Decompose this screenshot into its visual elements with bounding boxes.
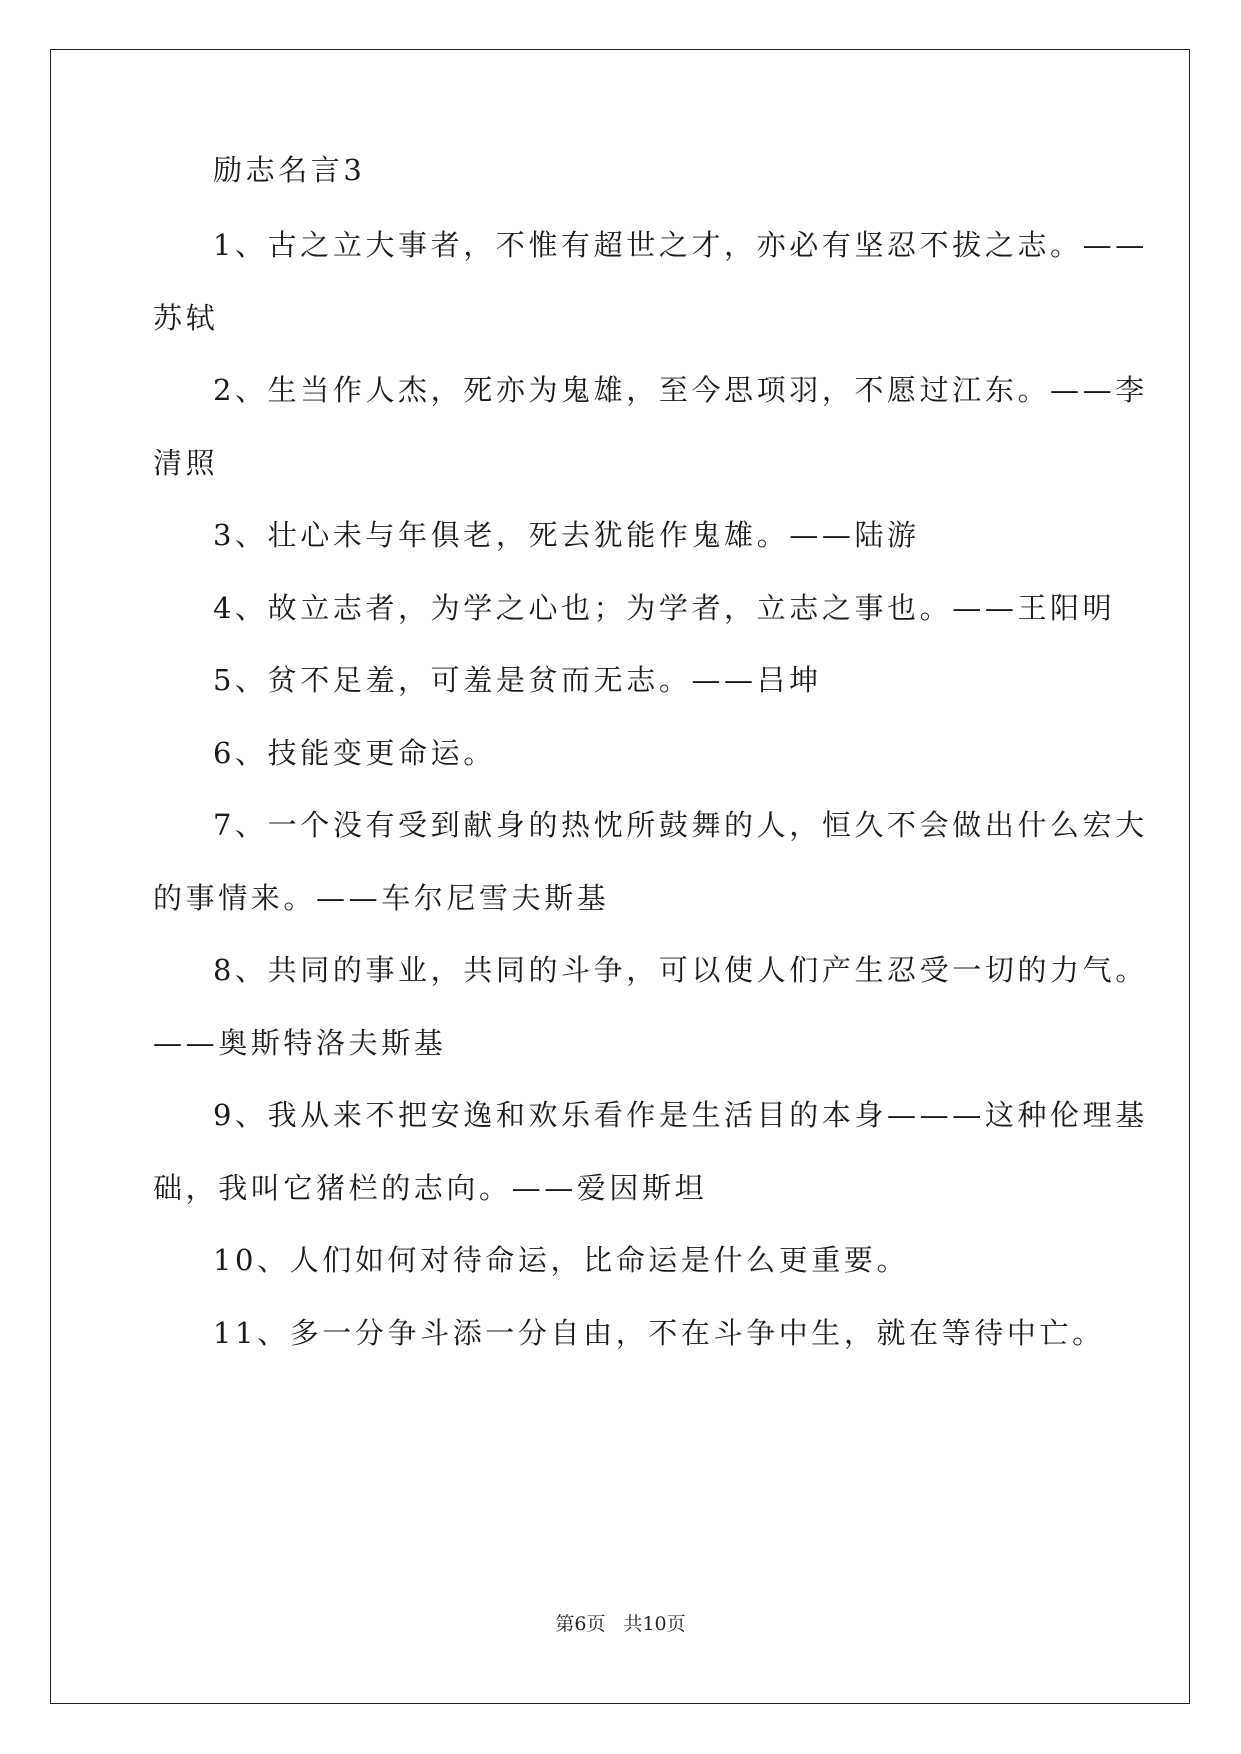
quote-line: 2、生当作人杰，死亦为鬼雄，至今思项羽，不愿过江东。——李 <box>213 373 1148 407</box>
quote-line: 础，我叫它猪栏的志向。——爱因斯坦 <box>153 1171 708 1205</box>
quote-line: 11、多一分争斗添一分自由，不在斗争中生，就在等待中亡。 <box>213 1316 1105 1350</box>
page-number: 第6页 <box>555 1613 606 1635</box>
quote-line: 10、人们如何对待命运，比命运是什么更重要。 <box>213 1243 910 1277</box>
quote-line: 苏轼 <box>153 301 219 335</box>
quote-line: 清照 <box>153 446 219 480</box>
document-heading: 励志名言3 <box>213 153 366 187</box>
quote-line: 的事情来。——车尔尼雪夫斯基 <box>153 881 610 915</box>
quote-line: 7、一个没有受到献身的热忱所鼓舞的人，恒久不会做出什么宏大 <box>213 808 1148 842</box>
quote-line: 6、技能变更命运。 <box>213 736 496 770</box>
quote-line: 3、壮心未与年俱老，死去犹能作鬼雄。——陆游 <box>213 518 920 552</box>
page-footer <box>0 1613 1241 1635</box>
page-border <box>50 49 1190 1704</box>
quote-line: ——奥斯特洛夫斯基 <box>153 1026 447 1060</box>
quote-line: 9、我从来不把安逸和欢乐看作是生活目的本身———这种伦理基 <box>213 1098 1148 1132</box>
quote-line: 1、古之立大事者，不惟有超世之才，亦必有坚忍不拔之志。—— <box>213 228 1148 262</box>
quote-line: 5、贫不足羞，可羞是贫而无志。——吕坤 <box>213 663 822 697</box>
quote-line: 4、故立志者，为学之心也；为学者，立志之事也。——王阳明 <box>213 591 1116 625</box>
quote-line: 8、共同的事业，共同的斗争，可以使人们产生忍受一切的力气。 <box>213 953 1148 987</box>
page-total: 共10页 <box>623 1613 686 1635</box>
